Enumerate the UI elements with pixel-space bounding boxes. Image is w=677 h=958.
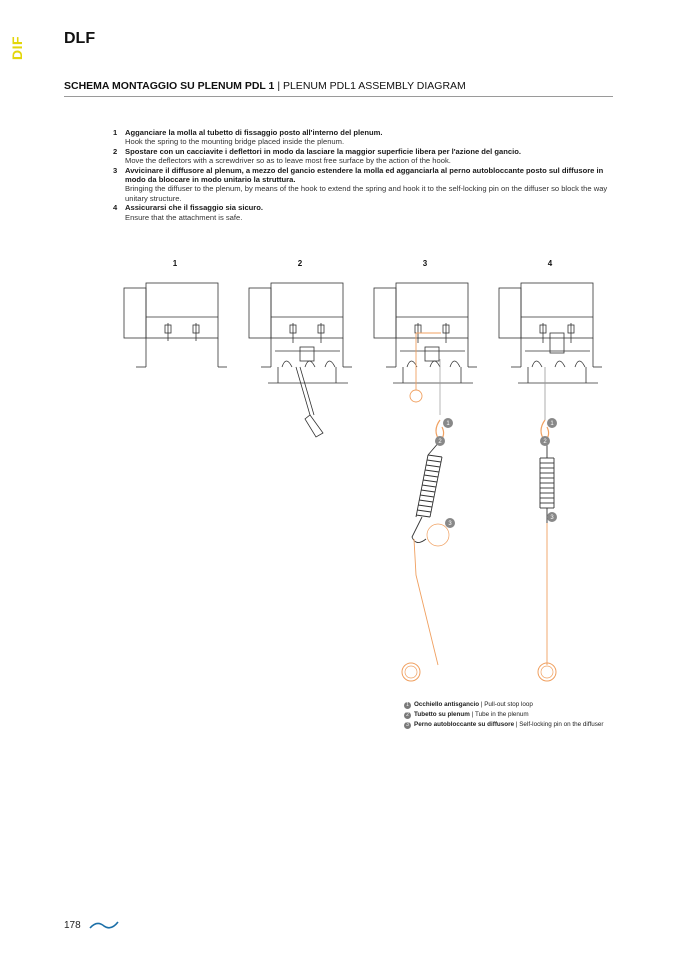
- spring-detail-step-3: [402, 359, 449, 681]
- assembly-steps: [113, 128, 613, 222]
- step-number: 2: [113, 146, 118, 156]
- step-text-it: Spostare con un cacciavite i deflettori in modo da lasciare la maggior superficie libera per l'azione del gancio.: [125, 146, 521, 156]
- legend-badge: 3: [404, 722, 411, 729]
- plenum-step-4: [499, 283, 602, 420]
- step-number: 4: [113, 203, 118, 213]
- plenum-step-2: [249, 283, 352, 437]
- legend-text-it: Perno autobloccante su diffusore: [414, 721, 515, 728]
- callout-label: 1: [550, 421, 554, 427]
- step-number: 1: [113, 128, 118, 137]
- legend-text-it: Tubetto su plenum: [414, 711, 470, 718]
- step-text-it: Agganciare la molla al tubetto di fissaggio posto all'interno del plenum.: [125, 128, 383, 137]
- assembly-diagram: [110, 255, 620, 695]
- product-title: DLF: [64, 30, 96, 47]
- section-title: [64, 80, 613, 97]
- step-1: [113, 128, 613, 147]
- step-2: [113, 147, 613, 166]
- section-title-en: PLENUM PDL1 ASSEMBLY DIAGRAM: [282, 80, 466, 92]
- step-text-it: Assicurarsi che il fissaggio sia sicuro.: [125, 203, 264, 213]
- page-number: 178: [64, 920, 81, 931]
- section-title-it: SCHEMA MONTAGGIO SU PLENUM PDL 1: [64, 80, 275, 92]
- plenum-step-1: [124, 283, 227, 367]
- step-text-en: Move the deflectors with a screwdriver so as to leave most free surface by the action of the hook.: [125, 156, 451, 166]
- spring-detail-step-4: [538, 420, 556, 681]
- legend-separator: |: [469, 711, 475, 718]
- legend-text-en: Self-locking pin on the diffuser: [519, 721, 604, 728]
- step-number: 3: [113, 165, 118, 175]
- step-text-en: Ensure that the attachment is safe.: [125, 212, 243, 222]
- brand-wave-logo: [89, 918, 119, 932]
- legend-text-en: Tube in the plenum: [475, 711, 529, 718]
- legend-badge: 1: [404, 702, 411, 709]
- callout-label: 2: [438, 439, 442, 445]
- diagram-label-3: 3: [422, 259, 428, 268]
- diagram-label-1: 1: [172, 259, 178, 268]
- legend-item-1: [404, 700, 603, 710]
- callout-label: 2: [543, 439, 547, 445]
- hook-tool-step-3: [410, 333, 441, 402]
- diagram-label-2: 2: [297, 259, 303, 268]
- section-side-tab: DIF: [9, 35, 25, 61]
- step-4: [113, 203, 613, 222]
- callout-label: 3: [448, 521, 452, 527]
- step-text-it: Avvicinare il diffusore al plenum, a mezzo del gancio estendere la molla ed agganciarla al perno autobloccante posto sul diffusore in modo da bloccare in modo unitario la struttura.: [125, 165, 604, 185]
- legend-badge: 2: [404, 712, 411, 719]
- legend-text-it: Occhiello antisgancio: [414, 701, 480, 708]
- legend-text-en: Pull-out stop loop: [484, 701, 533, 708]
- section-title-separator: |: [274, 80, 283, 92]
- legend-separator: |: [479, 701, 485, 708]
- diagram-legend: [404, 700, 603, 730]
- legend-separator: |: [514, 721, 520, 728]
- callout-label: 3: [550, 515, 554, 521]
- step-3: [113, 166, 613, 204]
- callout-label: 1: [446, 421, 450, 427]
- legend-item-3: [404, 720, 603, 730]
- legend-item-2: [404, 710, 603, 720]
- diagram-label-4: 4: [547, 259, 553, 268]
- step-text-en: Bringing the diffuser to the plenum, by means of the hook to extend the spring and hook it to the self-locking pin on the diffuser so block the way unitary structure.: [125, 184, 608, 203]
- step-text-en: Hook the spring to the mounting bridge placed inside the plenum.: [125, 137, 345, 147]
